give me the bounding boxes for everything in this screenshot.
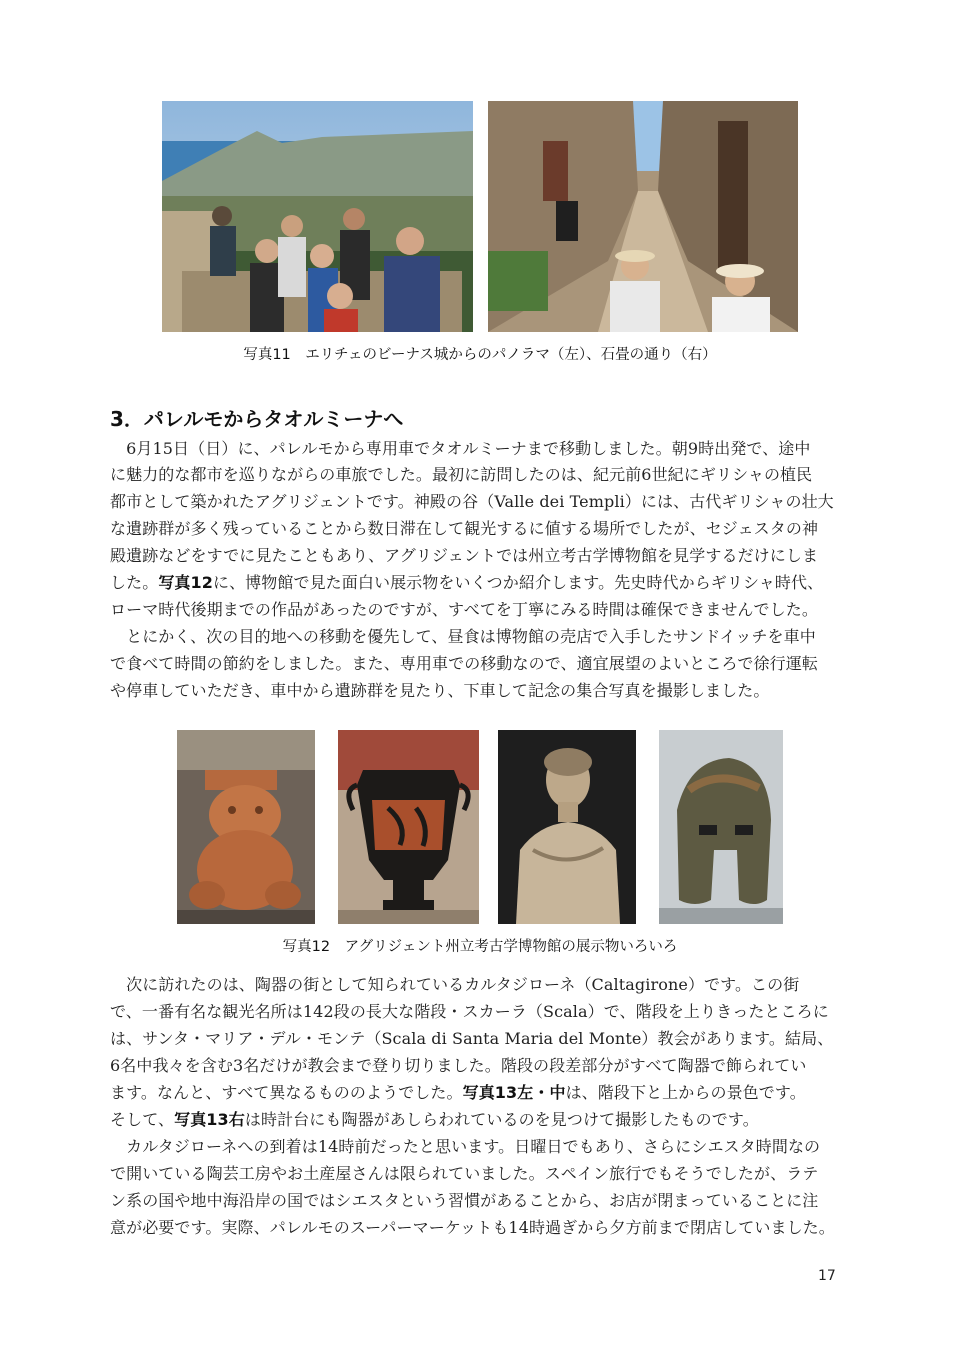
text-line: 意が必要です。実際、パレルモのスーパーマーケットも14時過ぎから夕方前まで閉店していました。: [110, 1218, 835, 1237]
text-line: 殿遺跡などをすでに見たこともあり、アグリジェントでは州立考古学博物館を見学するだけにしま: [110, 546, 819, 565]
photo-12-caption: 写真12 アグリジェント州立考古学博物館の展示物いろいろ: [282, 939, 678, 955]
photo-reference: 写真12: [158, 573, 213, 592]
text-line: は、サンタ・マリア・デル・モンテ（Scala di Santa Maria del Monte）教会があります。結局、: [110, 1029, 834, 1048]
erice-panorama-photo: [162, 101, 473, 332]
photo-11-caption: 写真11 エリチェのビーナス城からのパノラマ（左）、石畳の通り（右）: [243, 347, 717, 363]
page-number: 17: [818, 1268, 836, 1284]
text-line: カルタジローネへの到着は14時前だったと思います。日曜日でもあり、さらにシエスタ時間なの: [110, 1137, 821, 1156]
text-line: や停車していただき、車中から遺跡群を見たり、下車して記念の集合写真を撮影しました。: [110, 681, 770, 700]
text-line: ン系の国や地中海沿岸の国ではシエスタという習慣があることから、お店が閉まっていることに注: [110, 1191, 819, 1210]
photo-reference: 写真13左・中: [462, 1083, 566, 1102]
stone-street-photo: [488, 101, 798, 332]
text-line: 都市として築かれたアグリジェントです。神殿の谷（Valle dei Templi）には、古代ギリシャの壮大: [110, 492, 834, 511]
text-line: に魅力的な都市を巡りながらの車旅でした。最初に訪問したのは、紀元前6世紀にギリシャの植民: [110, 465, 813, 484]
text-line: な遺跡群が多く残っていることから数日滞在して観光するに値する場所でしたが、セジェスタの神: [110, 519, 819, 538]
terracotta-figure-photo: [177, 730, 315, 924]
text-line: で食べて時間の節約をしました。また、専用車での移動なので、適宜展望のよいところで徐行運転: [110, 654, 818, 673]
section-heading: 3．パレルモからタオルミーナへ: [110, 407, 404, 431]
text-line: ローマ時代後期までの作品があったのですが、すべてを丁寧にみる時間は確保できませんでした。: [110, 600, 818, 619]
text-line: した。写真12に、博物館で見た面白い展示物をいくつか紹介します。先史時代からギリシャ時代、: [110, 573, 824, 592]
text-line: 6月15日（日）に、パレルモから専用車でタオルミーナまで移動しました。朝9時出発で、途中: [110, 439, 811, 458]
bronze-helmet-photo: [659, 730, 783, 924]
text-line: ます。なんと、すべて異なるもののようでした。写真13左・中は、階段下と上からの景色です。: [110, 1083, 806, 1102]
text-line: とにかく、次の目的地への移動を優先して、昼食は博物館の売店で入手したサンドイッチを車中: [110, 627, 816, 646]
roman-bust-photo: [498, 730, 636, 924]
text-line: そして、写真13右は時計台にも陶器があしらわれているのを見つけて撮影したものです。: [110, 1110, 759, 1129]
greek-krater-vase-photo: [338, 730, 479, 924]
text-line: 6名中我々を含む3名だけが教会まで登り切りました。階段の段差部分がすべて陶器で飾られてい: [110, 1056, 807, 1075]
text-line: で、一番有名な観光名所は142段の長大な階段・スカーラ（Scala）で、階段を上りきったところに: [110, 1002, 829, 1021]
text-line: で開いている陶芸工房やお土産屋さんは限られていました。スペイン旅行でもそうでしたが、ラテ: [110, 1164, 819, 1183]
text-line: 次に訪れたのは、陶器の街として知られているカルタジローネ（Caltagirone）です。この街: [110, 975, 800, 994]
photo-reference: 写真13右: [174, 1110, 245, 1129]
